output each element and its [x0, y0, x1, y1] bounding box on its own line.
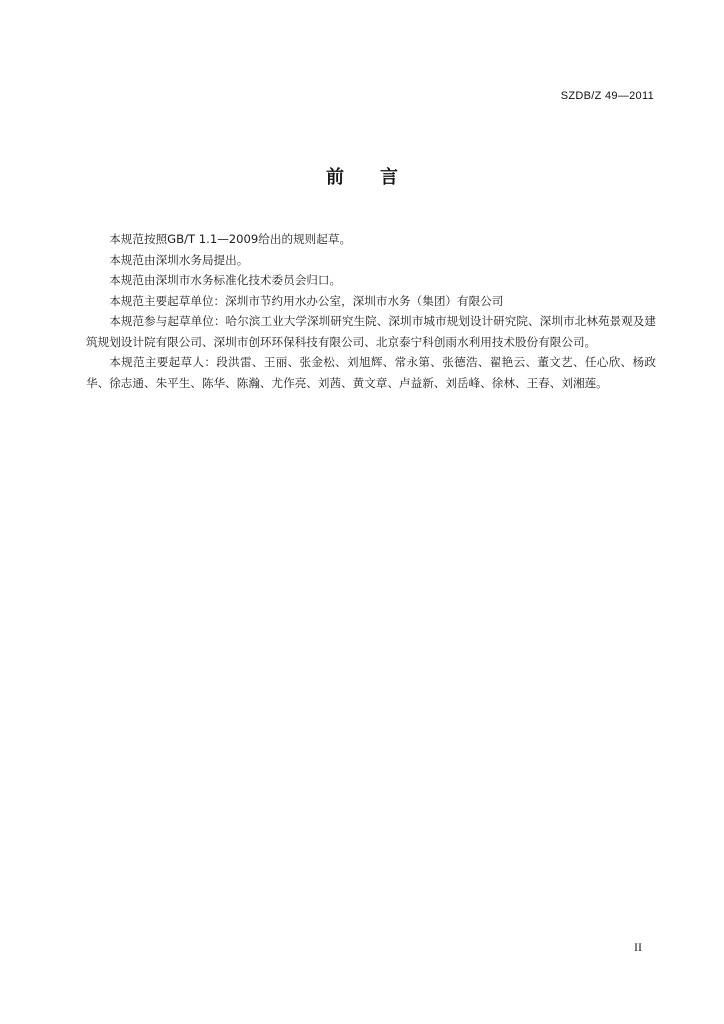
paragraph-proposed-by: 本规范由深圳水务局提出。 [109, 252, 249, 267]
document-code: SZDB/Z 49—2011 [560, 90, 654, 102]
paragraph-under-jurisdiction: 本规范由深圳市水务标准化技术委员会归口。 [109, 273, 342, 287]
page-title [0, 163, 724, 189]
foreword-body [86, 229, 656, 393]
paragraph-participating-units: 本规范参与起草单位：哈尔滨工业大学深圳研究生院、深圳市城市规划设计研究院、深圳市北林苑景观及建筑规划设计院有限公司、深圳市创环环保科技有限公司、北京泰宁科创雨水利用技术股份有限公司。 [86, 314, 656, 349]
title-char-1: 前 [326, 167, 344, 188]
paragraph-drafting-rules: 本规范按照GB/T 1.1—2009给出的规则起草。 [109, 232, 352, 246]
page-number: II [634, 940, 642, 954]
paragraph-main-drafting-units: 本规范主要起草单位：深圳市节约用水办公室，深圳市水务（集团）有限公司 [109, 293, 504, 308]
title-char-2: 言 [380, 167, 398, 188]
paragraph-main-drafters: 本规范主要起草人：段洪雷、王丽、张金松、刘旭辉、常永第、张德浩、翟艳云、董文艺、任心欣、杨政华、徐志通、朱平生、陈华、陈瀚、尤作亮、刘茜、黄文章、卢益新、刘岳峰、徐林、王春、刘湘莲。 [86, 355, 656, 390]
